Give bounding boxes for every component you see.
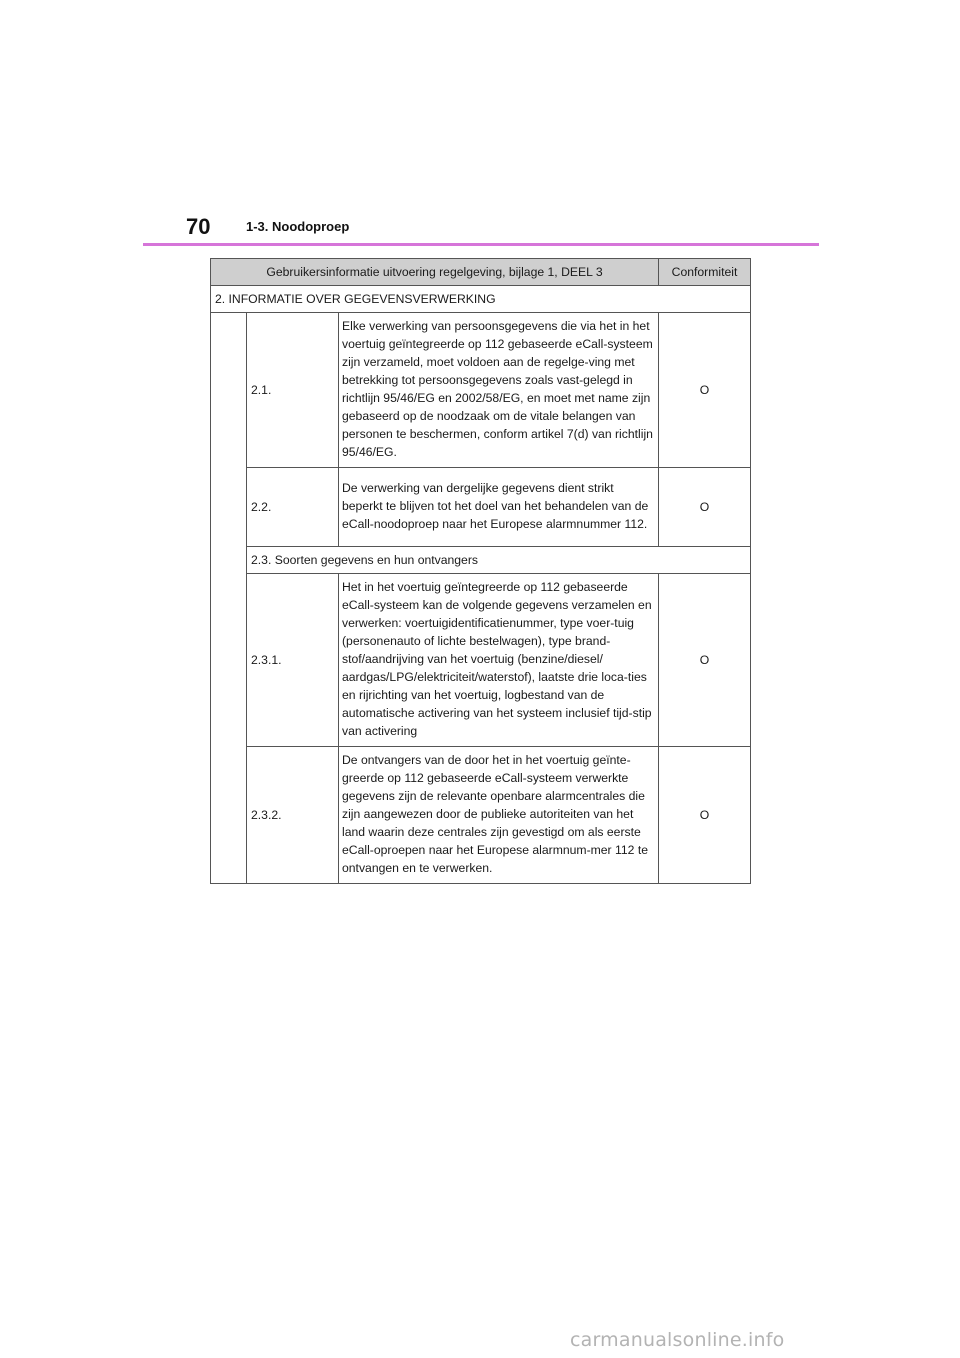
- row-number: 2.3.1.: [247, 574, 339, 747]
- regulation-table: [210, 258, 751, 884]
- row-conformity: O: [659, 468, 751, 547]
- site-watermark: carmanualsonline.info: [570, 1329, 785, 1351]
- table-header-description: Gebruikersinformatie uitvoering regelgeving, bijlage 1, DEEL 3: [211, 259, 659, 286]
- table-header-row: [211, 259, 751, 286]
- page-number: 70: [186, 214, 211, 239]
- header-divider: [143, 243, 819, 246]
- row-conformity: O: [659, 747, 751, 884]
- row-conformity: O: [659, 574, 751, 747]
- table-row: [211, 747, 751, 884]
- table-row: [211, 468, 751, 547]
- section-row: [211, 286, 751, 313]
- table-row: [211, 574, 751, 747]
- table-header-conformity: Conformiteit: [659, 259, 751, 286]
- row-description: Elke verwerking van persoonsgegevens die via het in het voertuig geïntegreerde op 112 gebaseerde eCall-systeem zijn verzameld, moet voldoen aan de regelge-ving met betrekking tot persoonsgegevens zoals vast-gelegd in richtlijn 95/46/EG en 2002/58/EG, en moet met name zijn gebaseerd op de noodzaak om de vitale belangen van personen te beschermen, conform artikel 7(d) van richtlijn 95/46/EG.: [339, 313, 659, 468]
- row-description: De ontvangers van de door het in het voertuig geïnte-greerde op 112 gebaseerde eCall-systeem verwerkte gegevens zijn de relevante openbare alarmcentrales die zijn aangewezen door de publieke autoriteiten van het land waarin deze centrales zijn gevestigd om als eerste eCall-oproepen naar het Europese alarmnum-mer 112 te ontvangen en te verwerken.: [339, 747, 659, 884]
- table-row: [211, 313, 751, 468]
- indent-cell: [211, 313, 247, 884]
- subsection-heading: 2.3. Soorten gegevens en hun ontvangers: [247, 547, 751, 574]
- row-number: 2.2.: [247, 468, 339, 547]
- row-conformity: O: [659, 313, 751, 468]
- row-description: De verwerking van dergelijke gegevens dient strikt beperkt te blijven tot het doel van het behandelen van de eCall-noodoproep naar het Europese alarmnummer 112.: [339, 468, 659, 547]
- subsection-row: [211, 547, 751, 574]
- row-number: 2.3.2.: [247, 747, 339, 884]
- row-number: 2.1.: [247, 313, 339, 468]
- section-heading: 2. INFORMATIE OVER GEGEVENSVERWERKING: [211, 286, 751, 313]
- row-description: Het in het voertuig geïntegreerde op 112 gebaseerde eCall-systeem kan de volgende gegevens verzamelen en verwerken: voertuigidentificatienummer, type voer-tuig (personenauto of lichte bestelwagen), type brand-stof/aandrijving van het voertuig (benzine/diesel/ aardgas/LPG/elektriciteit/waterstof), laatste drie loca-ties en rijrichting van het voertuig, logbestand van de automatische activering van het systeem inclusief tijd-stip van activering: [339, 574, 659, 747]
- section-title: 1-3. Noodoproep: [246, 219, 350, 234]
